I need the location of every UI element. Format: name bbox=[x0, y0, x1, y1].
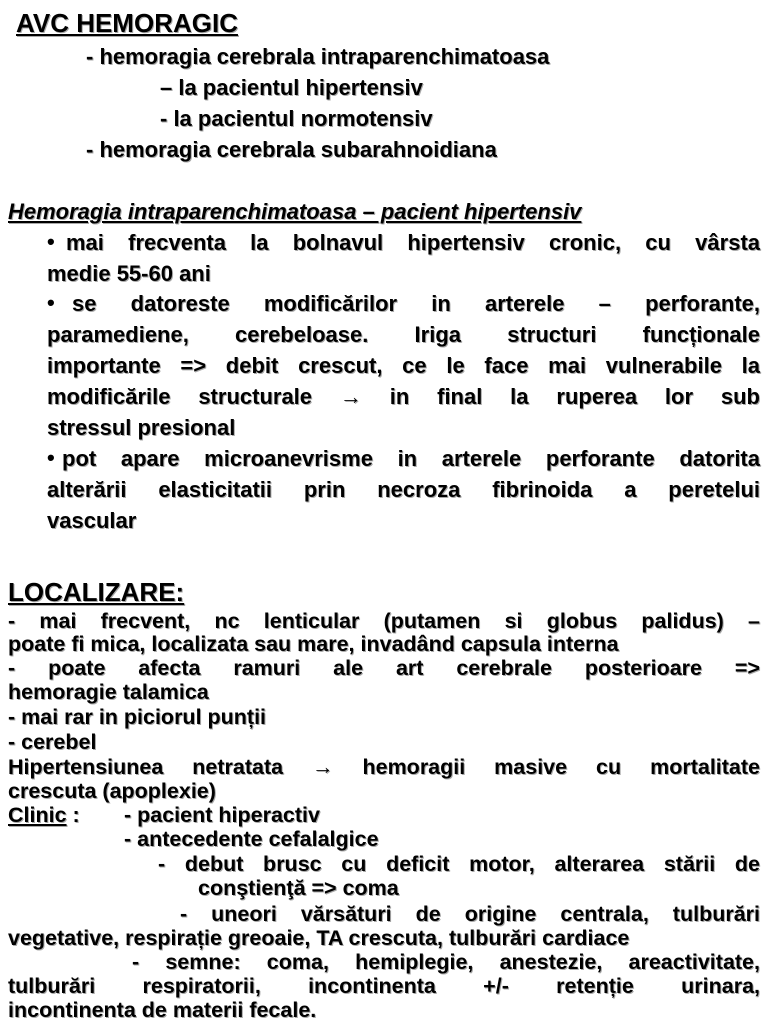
page-title: AVC HEMORAGIC bbox=[16, 8, 238, 38]
bullet-line: modificările structurale → in final la ruperea lor sub bbox=[47, 384, 760, 409]
intro-item: - hemoragia cerebrala intraparenchimatoasa bbox=[86, 44, 550, 69]
localizare-line: - mai frecvent, nc lenticular (putamen si globus palidus) – bbox=[8, 609, 760, 633]
bullet-line: paramediene, cerebeloase. Iriga structuri funcționale bbox=[47, 322, 760, 347]
clinic-line: - debut brusc cu deficit motor, alterarea stării de bbox=[158, 852, 760, 876]
intro-subitem: – la pacientul hipertensiv bbox=[160, 75, 423, 100]
localizare-heading: LOCALIZARE: bbox=[8, 577, 185, 607]
localizare-line: - mai rar in piciorul punții bbox=[8, 705, 267, 729]
clinic-label-row bbox=[8, 803, 80, 827]
clinic-line: - pacient hiperactiv bbox=[124, 803, 320, 827]
bullet-symbol: • bbox=[47, 229, 55, 254]
bullet-line: se datoreste modificărilor in arterele – perforante, bbox=[72, 291, 760, 316]
bullet-line: vascular bbox=[47, 508, 137, 533]
clinic-line: tulburări respiratorii, incontinenta +/- retenție urinara, bbox=[8, 974, 760, 998]
localizare-line: hemoragie talamica bbox=[8, 680, 209, 704]
localizare-line: - poate afecta ramuri ale art cerebrale posterioare => bbox=[8, 656, 760, 680]
bullet-line: mai frecventa la bolnavul hipertensiv cronic, cu vârsta bbox=[66, 230, 760, 255]
localizare-line: crescuta (apoplexie) bbox=[8, 779, 216, 803]
bullet-line: pot apare microanevrisme in arterele perforante datorita bbox=[62, 446, 760, 471]
clinic-line: incontinenta de materii fecale. bbox=[8, 998, 317, 1022]
clinic-line: - semne: coma, hemiplegie, anestezie, areactivitate, bbox=[132, 950, 760, 974]
localizare-line: - cerebel bbox=[8, 730, 97, 754]
localizare-line: Hipertensiunea netratata → hemoragii masive cu mortalitate bbox=[8, 755, 760, 779]
bullet-line: importante => debit crescut, ce le face mai vulnerabile la bbox=[47, 353, 760, 378]
intro-item: - hemoragia cerebrala subarahnoidiana bbox=[86, 137, 497, 162]
section-subheading: Hemoragia intraparenchimatoasa – pacient hipertensiv bbox=[8, 199, 582, 224]
bullet-symbol: • bbox=[47, 445, 55, 470]
clinic-colon: : bbox=[66, 803, 80, 827]
clinic-line: vegetative, respirație greoaie, TA crescuta, tulburări cardiace bbox=[8, 926, 630, 950]
bullet-line: alterării elasticitatii prin necroza fibrinoida a peretelui bbox=[47, 477, 760, 502]
localizare-line: poate fi mica, localizata sau mare, invadând capsula interna bbox=[8, 632, 619, 656]
bullet-line: medie 55-60 ani bbox=[47, 261, 211, 286]
clinic-line: conştienţă => coma bbox=[198, 876, 399, 900]
clinic-label: Clinic bbox=[8, 803, 67, 827]
bullet-line: stressul presional bbox=[47, 415, 236, 440]
intro-subitem: - la pacientul normotensiv bbox=[160, 106, 433, 131]
clinic-line: - uneori vărsături de origine centrala, tulburări bbox=[180, 902, 760, 926]
bullet-symbol: • bbox=[47, 290, 55, 315]
clinic-line: - antecedente cefalalgice bbox=[124, 827, 379, 851]
